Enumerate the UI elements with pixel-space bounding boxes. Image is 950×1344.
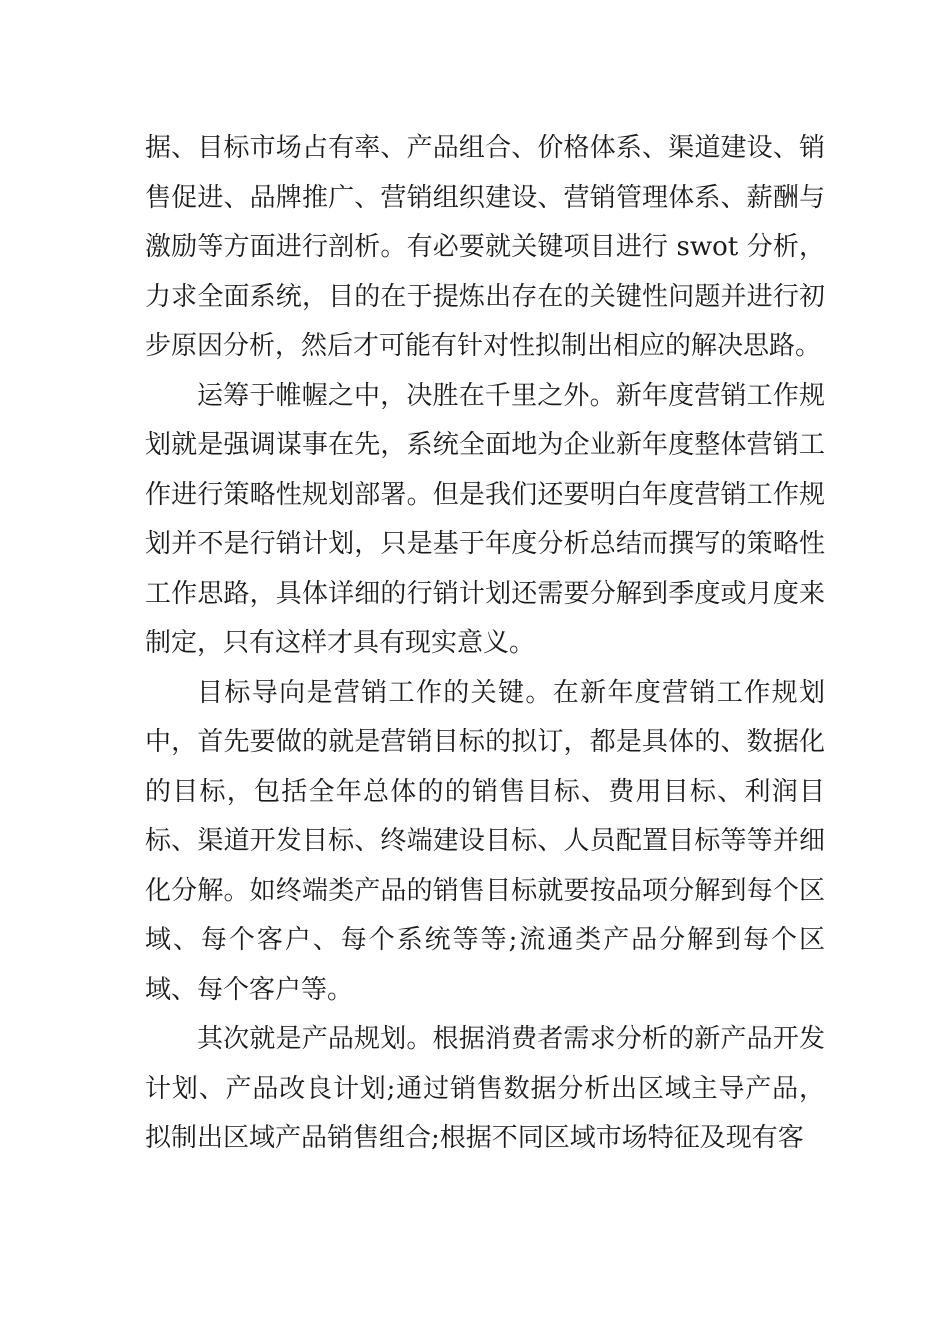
paragraph-4: 其次就是产品规划。根据消费者需求分析的新产品开发计划、产品改良计划;通过销售数据分析出区域主导产品，拟制出区域产品销售组合;根据不同区域市场特征及现有客 (145, 1024, 825, 1153)
body-text (145, 124, 825, 1164)
paragraph-1: 据、目标市场占有率、产品组合、价格体系、渠道建设、销售促进、品牌推广、营销组织建设、营销管理体系、薪酬与激励等方面进行剖析。有必要就关键项目进行 swot 分析，力求全面系统，目的在于提炼出存在的关键性问题并进行初步原因分析，然后才可能有针对性拟制出相应的解决思路。 (145, 133, 825, 361)
paragraph-3: 目标导向是营销工作的关键。在新年度营销工作规划中，首先要做的就是营销目标的拟订，都是具体的、数据化的目标，包括全年总体的的销售目标、费用目标、利润目标、渠道开发目标、终端建设目标、人员配置目标等等并细化分解。如终端类产品的销售目标就要按品项分解到每个区域、每个客户、每个系统等等;流通类产品分解到每个区域、每个客户等。 (145, 677, 825, 1005)
paragraph-2: 运筹于帷幄之中，决胜在千里之外。新年度营销工作规划就是强调谋事在先，系统全面地为企业新年度整体营销工作进行策略性规划部署。但是我们还要明白年度营销工作规划并不是行销计划，只是基于年度分析总结而撰写的策略性工作思路，具体详细的行销计划还需要分解到季度或月度来制定，只有这样才具有现实意义。 (145, 380, 825, 658)
